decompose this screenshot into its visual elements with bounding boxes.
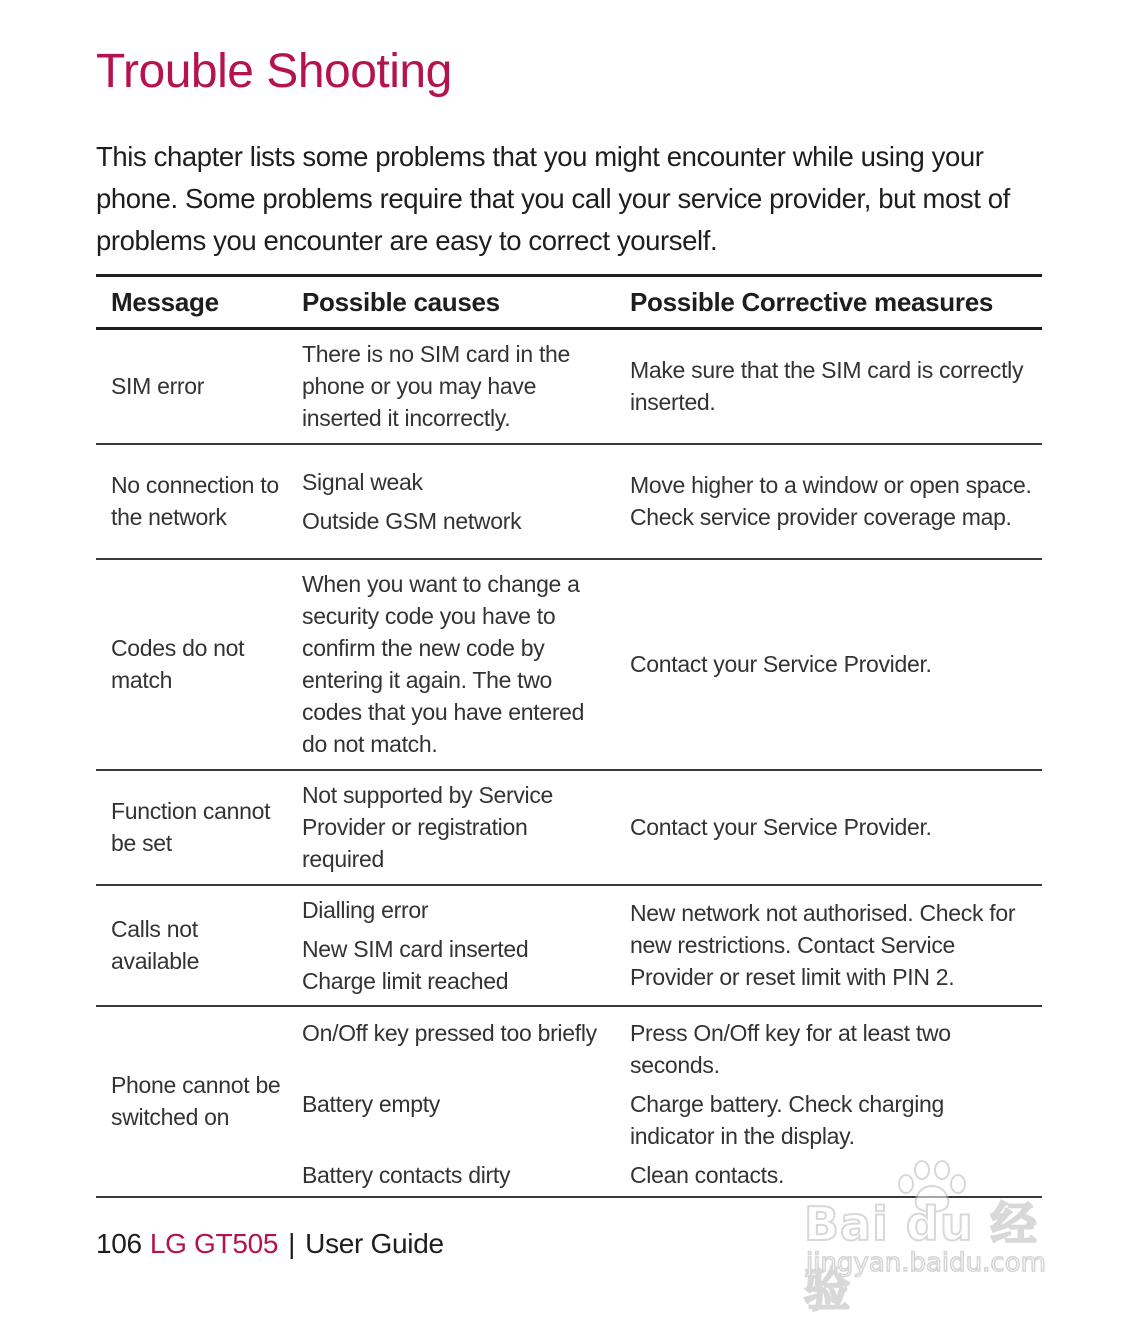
row-causes xyxy=(287,770,615,885)
measure-item: Press On/Off key for at least two seconds. xyxy=(630,1019,951,1078)
watermark-url: jingyan.baidu.com xyxy=(806,1248,1046,1278)
table-row xyxy=(96,770,1042,885)
troubleshooting-table xyxy=(96,274,1042,1198)
row-causes xyxy=(287,329,615,444)
row-message: Function cannot be set xyxy=(111,798,271,856)
cause-item: Dialling error xyxy=(302,896,429,923)
header-corrective-measures: Possible Corrective measures xyxy=(630,286,994,317)
row-message: No connection to the network xyxy=(111,472,279,530)
cause-item: Battery contacts dirty xyxy=(302,1161,511,1188)
table-header-row xyxy=(96,276,1042,329)
cause-item: Battery empty xyxy=(302,1090,440,1117)
table-row xyxy=(96,444,1042,559)
cause-item: When you want to change a security code you have to confirm the new code by entering it again. The two codes that you have entered do not match. xyxy=(302,571,585,757)
cause-item: Not supported by Service Provider or registration required xyxy=(302,782,554,872)
guide-label: User Guide xyxy=(305,1228,444,1259)
table-row xyxy=(96,559,1042,770)
measure-item: Clean contacts. xyxy=(630,1161,785,1188)
header-message: Message xyxy=(111,286,219,317)
page-number: 106 xyxy=(96,1228,142,1259)
cause-item: New SIM card inserted Charge limit reached xyxy=(302,935,529,994)
row-measures xyxy=(615,885,1042,1006)
measure-item: Make sure that the SIM card is correctly inserted. xyxy=(630,357,1024,416)
header-possible-causes: Possible causes xyxy=(302,286,500,317)
baidu-watermark xyxy=(800,1158,1070,1317)
measure-item: Charge battery. Check charging indicator in the display. xyxy=(630,1090,945,1149)
table-row xyxy=(96,329,1042,444)
measure-item: Contact your Service Provider. xyxy=(630,651,932,677)
page-title: Trouble Shooting xyxy=(96,45,452,98)
watermark-logo: Bai du 经验 xyxy=(804,1197,1038,1317)
measure-item: New network not authorised. Check for new restrictions. Contact Service Provider or reset limit with PIN 2. xyxy=(630,900,1016,990)
row-measures xyxy=(615,770,1042,885)
row-measures xyxy=(615,329,1042,444)
model-name: LG GT505 xyxy=(149,1228,279,1259)
row-causes xyxy=(287,444,615,559)
row-causes xyxy=(287,559,615,770)
row-message: Codes do not match xyxy=(111,635,245,693)
row-message: Phone cannot be switched on xyxy=(111,1072,281,1130)
row-measures xyxy=(615,444,1042,559)
row-message: SIM error xyxy=(111,373,205,400)
intro-paragraph: This chapter lists some problems that you might encounter while using your phone. Some problems require that you call your service provider, but most of problems you encounter are easy to correct yourself. xyxy=(96,141,1010,256)
cause-item: There is no SIM card in the phone or you may have inserted it incorrectly. xyxy=(302,341,571,432)
page-footer xyxy=(96,1228,444,1260)
cause-item: Signal weak xyxy=(302,468,423,495)
measure-item: Move higher to a window or open space. Check service provider coverage map. xyxy=(630,472,1032,530)
measure-item: Contact your Service Provider. xyxy=(630,814,932,840)
row-message: Calls not available xyxy=(111,916,200,974)
table-row xyxy=(96,885,1042,1006)
row-causes xyxy=(287,885,615,1006)
footer-separator: | xyxy=(288,1228,296,1259)
cause-item: Outside GSM network xyxy=(302,507,522,534)
row-measures xyxy=(615,559,1042,770)
cause-item: On/Off key pressed too briefly xyxy=(302,1019,597,1046)
row-causes xyxy=(287,1006,615,1197)
